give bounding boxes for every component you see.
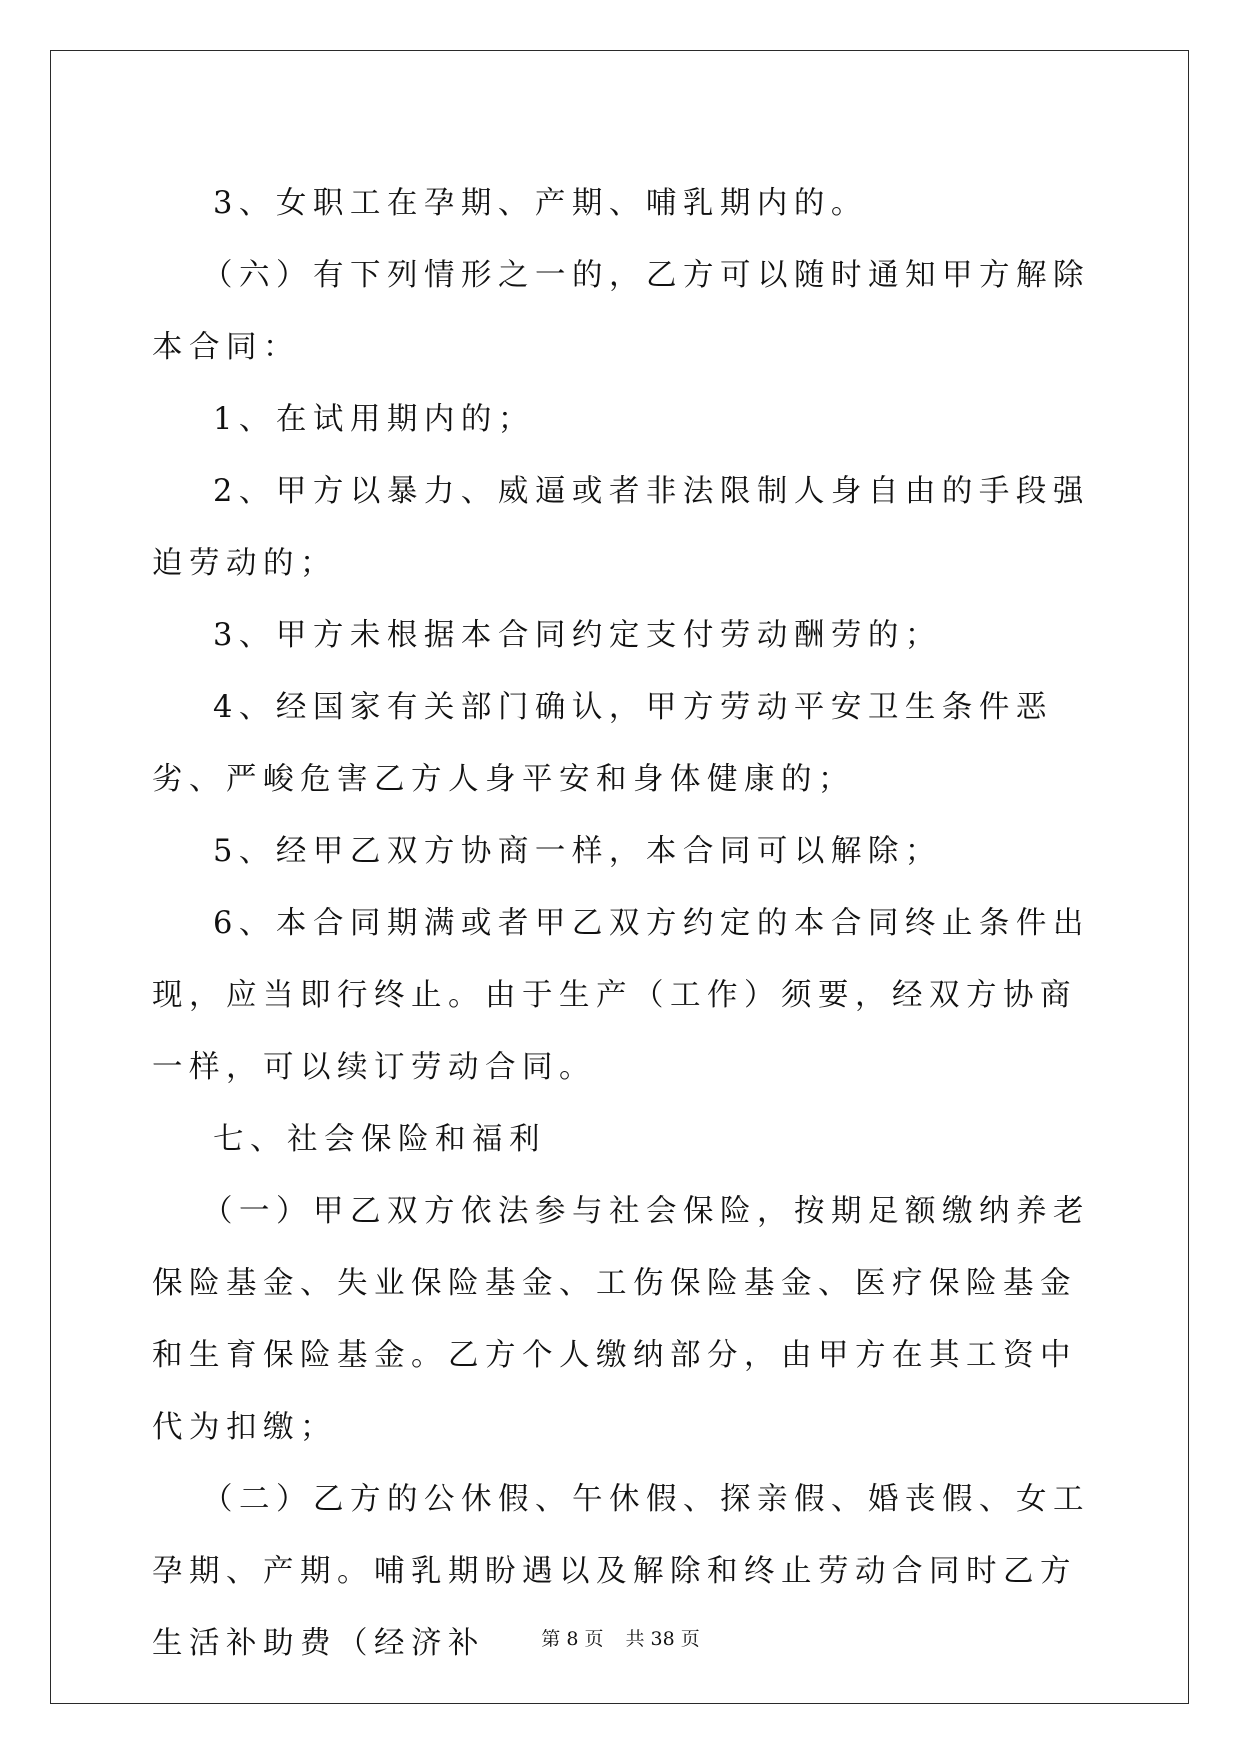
paragraph: （一）甲乙双方依法参与社会保险，按期足额缴纳养老保险基金、失业保险基金、工伤保险基金、医疗保险基金和生育保险基金。乙方个人缴纳部分，由甲方在其工资中代为扣缴；: [152, 1194, 1090, 1445]
paragraph: （二）乙方的公休假、午休假、探亲假、婚丧假、女工孕期、产期。哺乳期盼遇以及解除和终止劳动合同时乙方生活补助费（经济补: [152, 1482, 1090, 1661]
paragraph: 3、甲方未根据本合同约定支付劳动酬劳的；: [213, 618, 942, 653]
paragraph: 1、在试用期内的；: [213, 402, 535, 437]
paragraph: 2、甲方以暴力、威逼或者非法限制人身自由的手段强迫劳动的；: [152, 474, 1090, 581]
document-body: [152, 168, 1092, 1680]
page-total: 共 38 页: [625, 1628, 700, 1650]
paragraph: 七、社会保险和福利: [213, 1122, 546, 1157]
paragraph: 4、经国家有关部门确认，甲方劳动平安卫生条件恶劣、严峻危害乙方人身平安和身体健康的；: [152, 690, 1053, 797]
page-footer: [0, 1626, 1241, 1652]
page-number: 第 8 页: [541, 1628, 604, 1650]
paragraph: 5、经甲乙双方协商一样，本合同可以解除；: [213, 834, 942, 869]
paragraph: （六）有下列情形之一的，乙方可以随时通知甲方解除本合同：: [152, 258, 1090, 365]
paragraph: 6、本合同期满或者甲乙双方约定的本合同终止条件出现，应当即行终止。由于生产（工作）须要，经双方协商一样，可以续订劳动合同。: [152, 906, 1090, 1085]
paragraph: 3、女职工在孕期、产期、哺乳期内的。: [213, 186, 868, 221]
